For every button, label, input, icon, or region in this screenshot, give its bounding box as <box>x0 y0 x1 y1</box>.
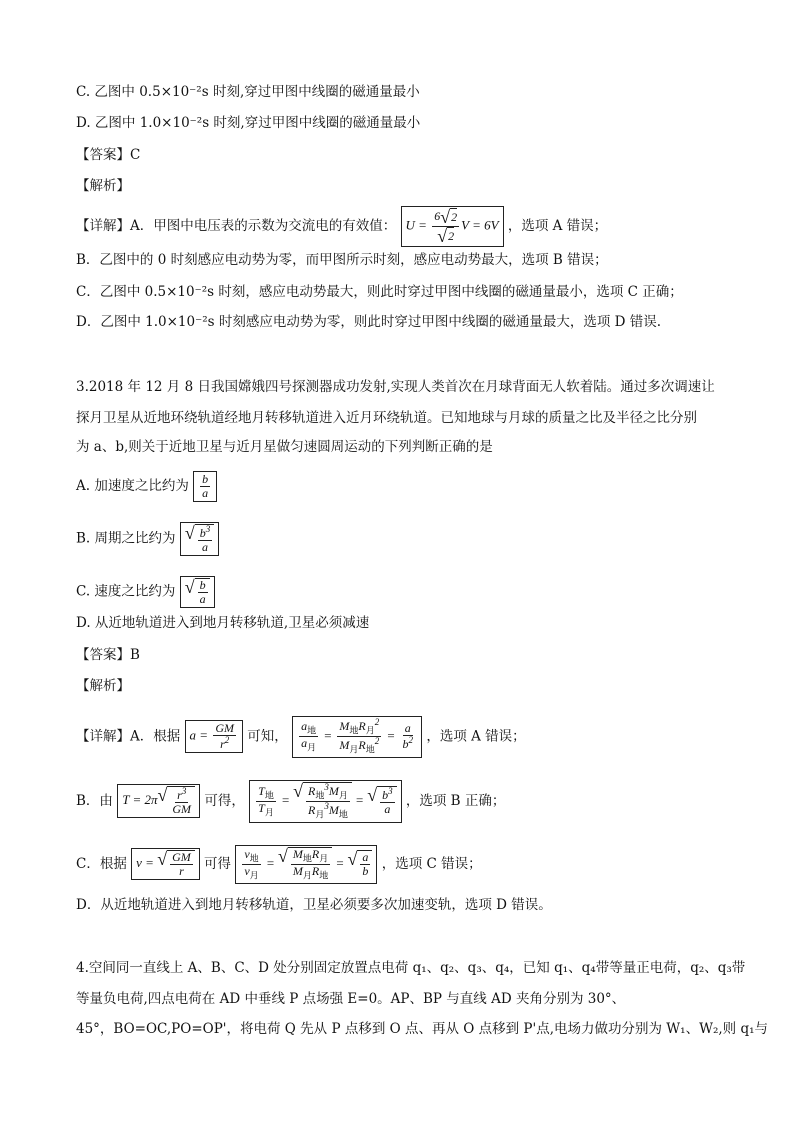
detail-3b-prefix: B．由 <box>76 792 113 809</box>
answer-label: 【答案】C <box>76 147 141 163</box>
formula-velocity: v = √ $\frac{GM}{r}$ <box>131 848 200 880</box>
q3-option-a-text: A. 加速度之比约为 <box>76 478 189 495</box>
detail-a-prefix: 【详解】A．甲图中电压表的示数为交流电的有效值： <box>76 218 397 234</box>
formula-sqrt-b3-over-a: √ $\frac{b^3}{a}$ <box>180 522 219 556</box>
analysis-label: 【解析】 <box>76 178 130 194</box>
detail-3a-mid: 可知， <box>247 728 288 745</box>
question-3-line-2: 探月卫星从近地环绕轨道经地月转移轨道进入近月环绕轨道。已知地球与月球的质量之比及半径之比分别 <box>76 410 697 426</box>
formula-a-gm-r2: a = $\frac{GM}{r^2}$ <box>185 720 243 753</box>
formula-period-ratio: $\frac{T_地}{T_月}$ = √ $\frac{R_地^3M_月}{R_月^3M_地}$ = √ $\frac{b^3}{a}$ <box>249 780 401 823</box>
detail-3c-suffix: ，选项 C 错误； <box>381 855 482 872</box>
question-4-line-3: 45°，BO=OC,PO=OP'，将电荷 Q 先从 P 点移到 O 点、再从 O 点移到 P'点,电场力做功分别为 W₁、W₂,则 q₁与 <box>76 1021 769 1037</box>
detail-c-line: C．乙图中 0.5×10⁻²s 时刻，感应电动势最大，则此时穿过甲图中线圈的磁通量最小，选项 C 正确； <box>76 284 683 300</box>
detail-3c-line <box>76 845 482 884</box>
detail-3a-suffix: ，选项 A 错误； <box>426 728 526 745</box>
question-4-line-1: 4.空间同一直线上 A、B、C、D 处分别固定放置点电荷 q₁、q₂、q₃、q₄，已知 q₁、q₄带等量正电荷，q₂、q₃带 <box>76 960 746 976</box>
detail-3b-line <box>76 780 505 823</box>
detail-3b-mid: 可得， <box>204 792 245 809</box>
q3-option-a <box>76 471 217 502</box>
analysis-3-label: 【解析】 <box>76 678 130 694</box>
formula-accel-ratio: $\frac{a_地}{a_月}$ = $\frac{M_地R_月^2}{M_月R_地^2}$ = $\frac{a}{b^2}$ <box>292 716 422 758</box>
q3-option-b-text: B. 周期之比约为 <box>76 530 176 547</box>
detail-3a-prefix: 【详解】A．根据 <box>76 728 181 745</box>
answer-3-label: 【答案】B <box>76 647 140 663</box>
question-3-line-3: 为 a、b,则关于近地卫星与近月星做匀速圆周运动的下列判断正确的是 <box>76 439 493 455</box>
detail-d-line: D．乙图中 1.0×10⁻²s 时刻感应电动势为零，则此时穿过甲图中线圈的磁通量最大，选项 D 错误. <box>76 314 662 330</box>
question-4-line-2: 等量负电荷,四点电荷在 AD 中垂线 P 点场强 E=0。AP、BP 与直线 AD 夹角分别为 30°、 <box>76 991 626 1007</box>
q3-option-c <box>76 576 215 608</box>
formula-effective-voltage: U = 6 √ 2 √ 2 V = 6V <box>401 206 504 247</box>
question-3-line-1: 3.2018 年 12 月 8 日我国嫦娥四号探测器成功发射,实现人类首次在月球背面无人软着陆。通过多次调速让 <box>76 379 715 395</box>
detail-3d-line: D．从近地轨道进入到地月转移轨道，卫星必须要多次加速变轨，选项 D 错误。 <box>76 897 552 913</box>
detail-3a-line <box>76 716 526 758</box>
detail-3c-prefix: C．根据 <box>76 855 127 872</box>
formula-b-over-a: $\frac{b}{a}$ <box>193 471 217 502</box>
detail-a-suffix: ，选项 A 错误； <box>507 218 608 234</box>
option-d-text: D. 乙图中 1.0×10⁻²s 时刻,穿过甲图中线圈的磁通量最小 <box>76 115 421 131</box>
formula-sqrt-b-over-a: √ $\frac{b}{a}$ <box>180 576 215 608</box>
detail-3b-suffix: ，选项 B 正确； <box>405 792 506 809</box>
detail-a-line <box>76 206 607 247</box>
detail-b-line: B．乙图中的 0 时刻感应电动势为零，而甲图所示时刻，感应电动势最大，选项 B 错误； <box>76 252 608 268</box>
option-c-text: C. 乙图中 0.5×10⁻²s 时刻,穿过甲图中线圈的磁通量最小 <box>76 84 420 100</box>
detail-3c-mid: 可得 <box>204 855 232 872</box>
q3-option-d: D. 从近地轨道进入到地月转移轨道,卫星必须减速 <box>76 615 370 631</box>
q3-option-b <box>76 522 219 556</box>
q3-option-c-text: C. 速度之比约为 <box>76 583 176 600</box>
formula-velocity-ratio: $\frac{v_地}{v_月}$ = √ $\frac{M_地R_月}{M_月R_地}$ = √ $\frac{a}{b}$ <box>235 845 377 884</box>
formula-period: T = 2π √ $\frac{r^3}{GM}$ <box>117 784 200 818</box>
